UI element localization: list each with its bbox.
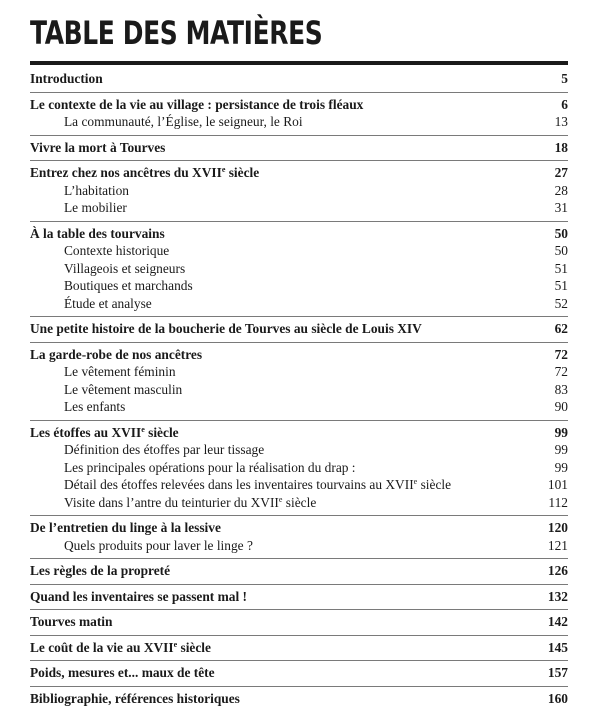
subentry-title (64, 381, 182, 399)
title-text: Les principales opérations pour la réalisation du drap : (64, 460, 356, 475)
title-text: Tourves matin (30, 614, 112, 629)
superscript: e (414, 477, 418, 486)
title-text: Vivre la mort à Tourves (30, 140, 165, 155)
toc-chapter (30, 639, 568, 657)
toc-chapter (30, 225, 568, 243)
toc-subentry (30, 260, 568, 278)
chapter-title (30, 588, 247, 606)
chapter-title (30, 562, 170, 580)
toc-subentry (30, 363, 568, 381)
superscript: e (222, 165, 226, 174)
title-text: Entrez chez nos ancêtres du XVII (30, 165, 222, 180)
chapter-title (30, 664, 215, 682)
toc-section (30, 687, 568, 711)
toc-chapter (30, 139, 568, 157)
toc-section (30, 585, 568, 611)
page-number: 50 (538, 225, 568, 243)
page-number: 99 (538, 441, 568, 459)
subentry-title (64, 398, 125, 416)
title-text-after: siècle (225, 165, 259, 180)
toc-section (30, 661, 568, 687)
page-number: 6 (538, 96, 568, 114)
chapter-title (30, 320, 422, 338)
subentry-title (64, 242, 169, 260)
toc-section (30, 516, 568, 559)
toc-subentry (30, 242, 568, 260)
table-of-contents (30, 67, 568, 711)
title-text: Une petite histoire de la boucherie de Tourves au siècle de Louis XIV (30, 321, 422, 336)
toc-chapter (30, 588, 568, 606)
title-text: Le contexte de la vie au village : persistance de trois fléaux (30, 97, 363, 112)
title-text: Le coût de la vie au XVII (30, 640, 174, 655)
page-number: 126 (538, 562, 568, 580)
title-text: À la table des tourvains (30, 226, 165, 241)
page-number: 112 (538, 494, 568, 512)
chapter-title (30, 639, 211, 657)
toc-subentry (30, 113, 568, 131)
toc-chapter (30, 164, 568, 182)
toc-subentry (30, 182, 568, 200)
toc-section (30, 222, 568, 318)
page-number: 18 (538, 139, 568, 157)
toc-chapter (30, 562, 568, 580)
title-text-after: siècle (282, 495, 316, 510)
title-text: Les étoffes au XVII (30, 425, 141, 440)
title-text: Quels produits pour laver le linge ? (64, 538, 253, 553)
toc-subentry (30, 459, 568, 477)
page-number: 52 (538, 295, 568, 313)
page-number: 83 (538, 381, 568, 399)
page-number: 99 (538, 459, 568, 477)
title-text: Les règles de la propreté (30, 563, 170, 578)
toc-section (30, 343, 568, 421)
title-text: Poids, mesures et... maux de tête (30, 665, 215, 680)
toc-section (30, 93, 568, 136)
title-rule (30, 61, 568, 65)
subentry-title (64, 459, 356, 477)
title-text: Villageois et seigneurs (64, 261, 185, 276)
toc-subentry (30, 381, 568, 399)
page-number: 72 (538, 346, 568, 364)
toc-subentry (30, 494, 568, 512)
page-number: 27 (538, 164, 568, 182)
title-text: De l’entretien du linge à la lessive (30, 520, 221, 535)
page-number: 160 (538, 690, 568, 708)
title-text: Le mobilier (64, 200, 127, 215)
chapter-title (30, 346, 202, 364)
chapter-title (30, 519, 221, 537)
chapter-title (30, 225, 165, 243)
subentry-title (64, 363, 176, 381)
toc-section (30, 161, 568, 222)
subentry-title (64, 476, 451, 494)
title-text: Le vêtement féminin (64, 364, 176, 379)
toc-subentry (30, 277, 568, 295)
subentry-title (64, 277, 193, 295)
page-number: 99 (538, 424, 568, 442)
toc-subentry (30, 537, 568, 555)
chapter-title (30, 690, 240, 708)
title-text: Contexte historique (64, 243, 169, 258)
title-text-after: siècle (417, 477, 451, 492)
toc-subentry (30, 295, 568, 313)
chapter-title (30, 96, 363, 114)
chapter-title (30, 164, 259, 182)
page-number: 72 (538, 363, 568, 381)
subentry-title (64, 537, 253, 555)
page-number: 132 (538, 588, 568, 606)
title-text: Le vêtement masculin (64, 382, 182, 397)
toc-chapter (30, 424, 568, 442)
title-text: La garde-robe de nos ancêtres (30, 347, 202, 362)
subentry-title (64, 441, 264, 459)
toc-section (30, 421, 568, 517)
toc-section (30, 636, 568, 662)
toc-section (30, 317, 568, 343)
title-text: Visite dans l’antre du teinturier du XVII (64, 495, 279, 510)
page-number: 101 (538, 476, 568, 494)
toc-chapter (30, 346, 568, 364)
superscript: e (279, 495, 283, 504)
page-title: TABLE DES MATIÈRES (30, 14, 322, 52)
title-text: Étude et analyse (64, 296, 152, 311)
page-number: 120 (538, 519, 568, 537)
toc-section (30, 559, 568, 585)
page-number: 51 (538, 277, 568, 295)
toc-chapter (30, 320, 568, 338)
page-number: 142 (538, 613, 568, 631)
page-number: 5 (538, 70, 568, 88)
superscript: e (141, 425, 145, 434)
page-number: 31 (538, 199, 568, 217)
subentry-title (64, 182, 129, 200)
toc-chapter (30, 613, 568, 631)
title-text: Boutiques et marchands (64, 278, 193, 293)
title-text-after: siècle (177, 640, 211, 655)
chapter-title (30, 613, 112, 631)
page-number: 157 (538, 664, 568, 682)
toc-chapter (30, 70, 568, 88)
title-text: Les enfants (64, 399, 125, 414)
page-number: 28 (538, 182, 568, 200)
toc-subentry (30, 199, 568, 217)
chapter-title (30, 139, 165, 157)
subentry-title (64, 199, 127, 217)
title-text: L’habitation (64, 183, 129, 198)
page-number: 90 (538, 398, 568, 416)
toc-chapter (30, 664, 568, 682)
title-text: Détail des étoffes relevées dans les inventaires tourvains au XVII (64, 477, 414, 492)
subentry-title (64, 260, 185, 278)
page-number: 51 (538, 260, 568, 278)
toc-chapter (30, 690, 568, 708)
toc-chapter (30, 96, 568, 114)
page-number: 62 (538, 320, 568, 338)
title-text: Introduction (30, 71, 103, 86)
page-number: 50 (538, 242, 568, 260)
toc-chapter (30, 519, 568, 537)
page-number: 13 (538, 113, 568, 131)
title-text: Bibliographie, références historiques (30, 691, 240, 706)
toc-section (30, 67, 568, 93)
title-text: La communauté, l’Église, le seigneur, le Roi (64, 114, 303, 129)
toc-subentry (30, 398, 568, 416)
page-number: 121 (538, 537, 568, 555)
superscript: e (174, 640, 178, 649)
subentry-title (64, 295, 152, 313)
toc-subentry (30, 476, 568, 494)
title-text-after: siècle (145, 425, 179, 440)
toc-subentry (30, 441, 568, 459)
title-text: Définition des étoffes par leur tissage (64, 442, 264, 457)
subentry-title (64, 113, 303, 131)
chapter-title (30, 424, 179, 442)
toc-section (30, 136, 568, 162)
title-text: Quand les inventaires se passent mal ! (30, 589, 247, 604)
subentry-title (64, 494, 316, 512)
toc-section (30, 610, 568, 636)
chapter-title (30, 70, 103, 88)
page-number: 145 (538, 639, 568, 657)
